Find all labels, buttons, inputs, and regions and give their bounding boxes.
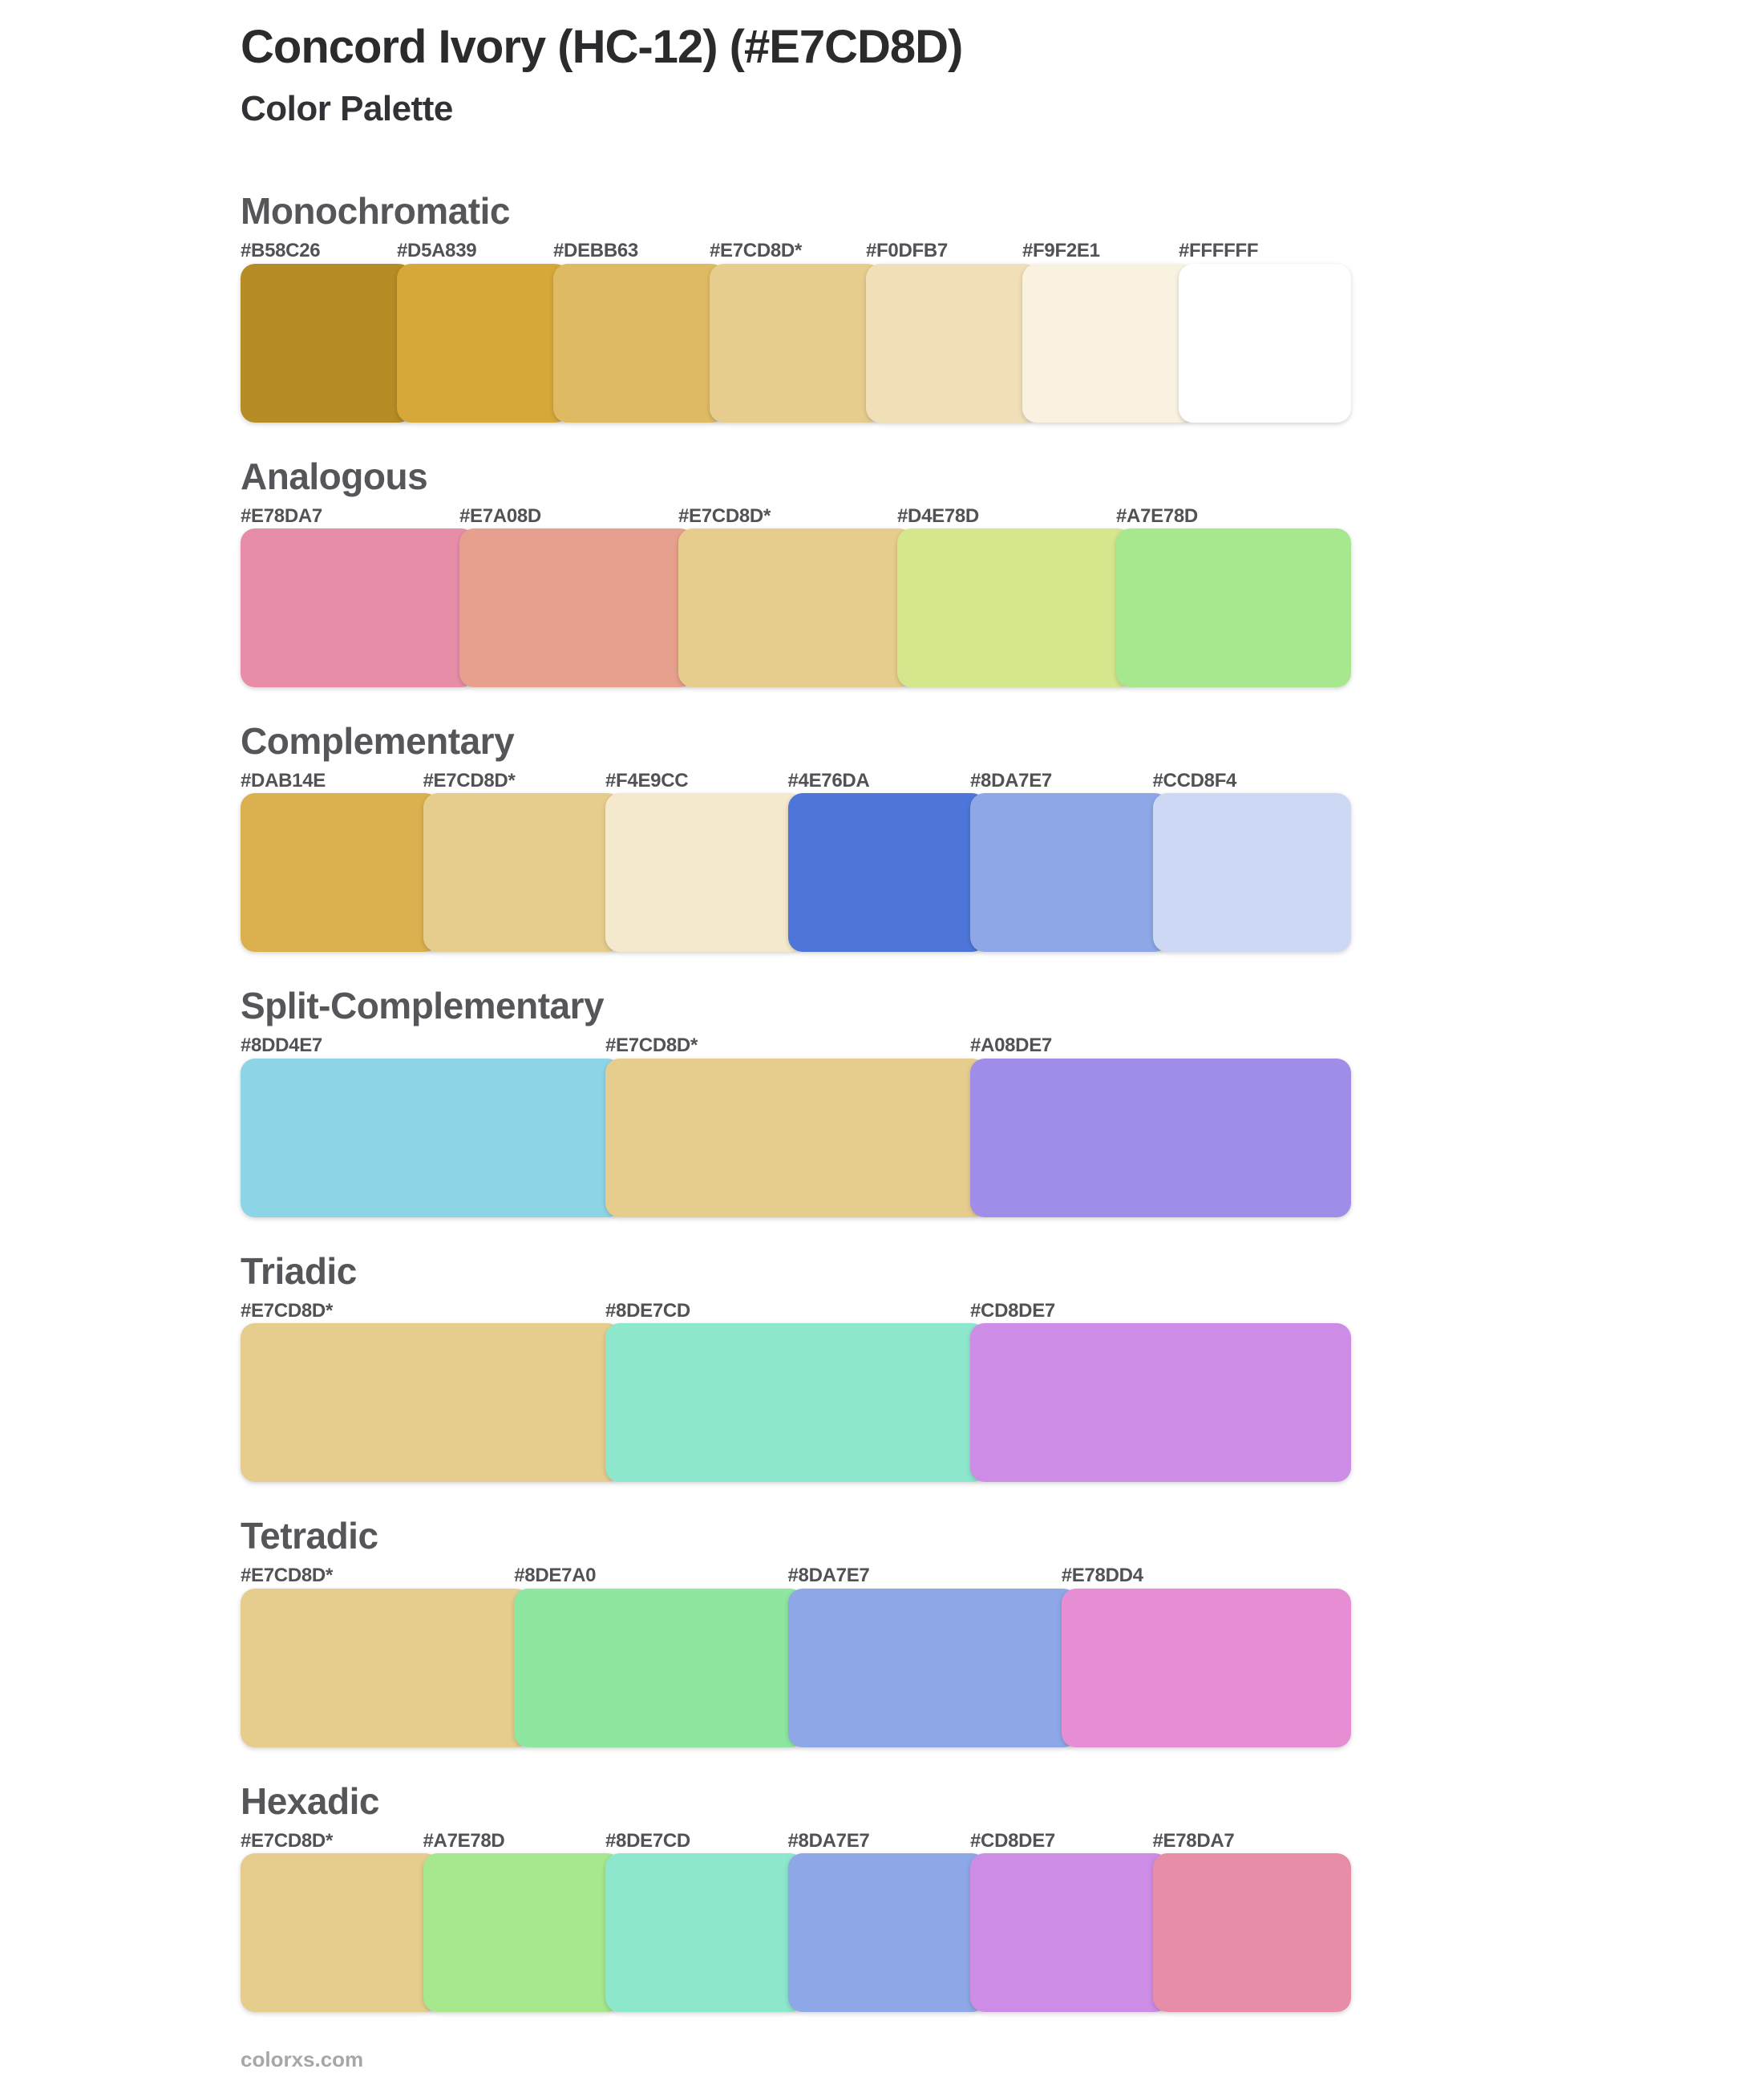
swatch-hex-label: #E78DA7 xyxy=(1152,1829,1235,1852)
swatch-hex-label: #8DE7CD xyxy=(605,1829,690,1852)
swatch-hex-label: #A08DE7 xyxy=(970,1034,1052,1057)
color-swatch-e78dd4[interactable] xyxy=(1062,1589,1351,1747)
color-swatch-a7e78d[interactable] xyxy=(423,1853,622,2012)
color-swatch-8da7e7[interactable] xyxy=(788,1589,1078,1747)
color-swatch-8da7e7[interactable] xyxy=(788,1853,987,2012)
color-swatch-8de7cd[interactable] xyxy=(605,1323,986,1482)
color-swatch-e7cd8d[interactable] xyxy=(241,1323,621,1482)
color-swatch-debb63[interactable] xyxy=(553,264,726,423)
swatch-hex-label: #E7CD8D* xyxy=(678,504,771,527)
color-swatch-ffffff[interactable] xyxy=(1179,264,1351,423)
swatch-hex-label: #F0DFB7 xyxy=(866,240,948,262)
color-swatch-a08de7[interactable] xyxy=(970,1059,1351,1217)
color-swatch-8dd4e7[interactable] xyxy=(241,1059,621,1217)
swatch-hex-label: #8DA7E7 xyxy=(787,1829,870,1852)
swatch-hex-label: #FFFFFF xyxy=(1179,240,1259,262)
palette-section-split-complementary xyxy=(241,987,1351,1217)
swatch-hex-label: #CD8DE7 xyxy=(970,1829,1055,1852)
swatch-row xyxy=(241,1323,1351,1482)
color-swatch-e7cd8d[interactable] xyxy=(423,793,622,952)
color-swatch-cd8de7[interactable] xyxy=(970,1853,1169,2012)
palette-section-hexadic xyxy=(241,1779,1351,2012)
palette-page xyxy=(241,22,1351,2072)
palette-sections xyxy=(241,192,1351,2012)
color-swatch-e7cd8d[interactable] xyxy=(241,1589,530,1747)
swatch-label-row xyxy=(241,1565,1351,1586)
color-swatch-e78da7[interactable] xyxy=(1153,1853,1352,2012)
swatch-hex-label: #D5A839 xyxy=(397,240,477,262)
color-swatch-e78da7[interactable] xyxy=(241,528,475,687)
section-heading: Complementary xyxy=(241,720,515,762)
color-swatch-cd8de7[interactable] xyxy=(970,1323,1351,1482)
swatch-row xyxy=(241,264,1351,423)
palette-section-tetradic xyxy=(241,1517,1351,1747)
color-swatch-e7cd8d[interactable] xyxy=(241,1853,439,2012)
color-swatch-dab14e[interactable] xyxy=(241,793,439,952)
palette-section-analogous xyxy=(241,455,1351,687)
swatch-row xyxy=(241,1589,1351,1747)
swatch-hex-label: #E7CD8D* xyxy=(605,1034,698,1057)
swatch-label-row xyxy=(241,1035,1351,1056)
swatch-hex-label: #B58C26 xyxy=(241,240,321,262)
swatch-hex-label: #E7CD8D* xyxy=(710,240,802,262)
color-swatch-f9f2e1[interactable] xyxy=(1022,264,1195,423)
color-swatch-8da7e7[interactable] xyxy=(970,793,1169,952)
swatch-hex-label: #DAB14E xyxy=(241,770,326,791)
swatch-hex-label: #4E76DA xyxy=(787,770,870,791)
swatch-hex-label: #8DA7E7 xyxy=(787,1565,870,1587)
swatch-hex-label: #CCD8F4 xyxy=(1152,770,1237,791)
swatch-label-row xyxy=(241,1301,1351,1322)
swatch-hex-label: #E7CD8D* xyxy=(423,770,516,791)
section-heading: Hexadic xyxy=(241,1779,379,1822)
color-swatch-e7cd8d[interactable] xyxy=(710,264,882,423)
swatch-hex-label: #E7A08D xyxy=(459,504,541,527)
section-heading: Monochromatic xyxy=(241,190,510,233)
swatch-row xyxy=(241,528,1351,687)
swatch-hex-label: #D4E78D xyxy=(897,504,979,527)
color-swatch-f0dfb7[interactable] xyxy=(866,264,1038,423)
color-swatch-4e76da[interactable] xyxy=(788,793,987,952)
color-swatch-e7a08d[interactable] xyxy=(459,528,694,687)
color-swatch-8de7a0[interactable] xyxy=(514,1589,803,1747)
palette-section-triadic xyxy=(241,1249,1351,1482)
swatch-hex-label: #A7E78D xyxy=(1116,504,1198,527)
footer-watermark: colorxs.com xyxy=(241,2047,364,2071)
color-swatch-e7cd8d[interactable] xyxy=(605,1059,986,1217)
swatch-label-row xyxy=(241,771,1351,791)
swatch-row xyxy=(241,1853,1351,2012)
color-swatch-d4e78d[interactable] xyxy=(897,528,1132,687)
section-heading: Analogous xyxy=(241,455,428,497)
swatch-label-row xyxy=(241,506,1351,527)
palette-section-complementary xyxy=(241,720,1351,952)
swatch-hex-label: #E78DD4 xyxy=(1061,1565,1143,1587)
page-subtitle: Color Palette xyxy=(241,88,453,128)
swatch-row xyxy=(241,793,1351,952)
swatch-hex-label: #E78DA7 xyxy=(241,504,322,527)
swatch-hex-label: #CD8DE7 xyxy=(970,1299,1055,1322)
swatch-hex-label: #E7CD8D* xyxy=(241,1829,333,1852)
palette-section-monochromatic xyxy=(241,192,1351,422)
swatch-row xyxy=(241,1059,1351,1217)
swatch-hex-label: #E7CD8D* xyxy=(241,1299,333,1322)
color-swatch-e7cd8d[interactable] xyxy=(678,528,913,687)
swatch-hex-label: #DEBB63 xyxy=(553,240,638,262)
color-swatch-a7e78d[interactable] xyxy=(1116,528,1351,687)
page-title: Concord Ivory (HC-12) (#E7CD8D) xyxy=(241,21,963,73)
swatch-hex-label: #A7E78D xyxy=(423,1829,505,1852)
color-swatch-ccd8f4[interactable] xyxy=(1153,793,1352,952)
swatch-hex-label: #8DE7A0 xyxy=(514,1565,597,1587)
swatch-hex-label: #E7CD8D* xyxy=(241,1565,333,1587)
color-swatch-d5a839[interactable] xyxy=(397,264,569,423)
swatch-hex-label: #8DE7CD xyxy=(605,1299,690,1322)
section-heading: Tetradic xyxy=(241,1515,378,1557)
swatch-label-row xyxy=(241,1831,1351,1852)
color-swatch-f4e9cc[interactable] xyxy=(605,793,804,952)
color-swatch-8de7cd[interactable] xyxy=(605,1853,804,2012)
swatch-hex-label: #8DD4E7 xyxy=(241,1034,322,1057)
swatch-hex-label: #F9F2E1 xyxy=(1022,240,1100,262)
section-heading: Triadic xyxy=(241,1249,357,1292)
swatch-label-row xyxy=(241,241,1351,261)
swatch-hex-label: #8DA7E7 xyxy=(970,770,1052,791)
color-swatch-b58c26[interactable] xyxy=(241,264,413,423)
section-heading: Split-Complementary xyxy=(241,985,605,1027)
swatch-hex-label: #F4E9CC xyxy=(605,770,689,791)
